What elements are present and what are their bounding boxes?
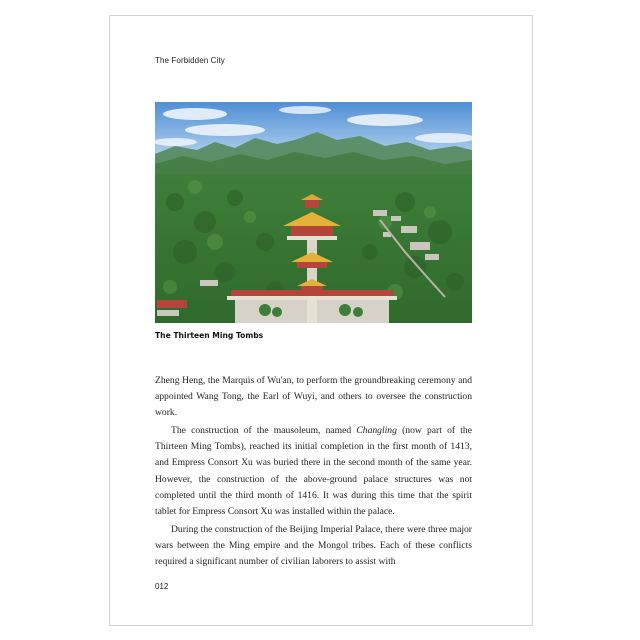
paragraph-1: Zheng Heng, the Marquis of Wu'an, to perform the groundbreaking ceremony and appointed Wang Tong, the Earl of Wuyi, and others to oversee the construction work. <box>155 375 472 419</box>
figure-caption: The Thirteen Ming Tombs <box>155 331 264 340</box>
aerial-photo-illustration <box>155 102 472 323</box>
changling-term: Changling <box>356 425 397 437</box>
paragraph-3: During the construction of the Beijing Imperial Palace, there were three major wars between the Ming empire and the Mongol tribes. Each of these conflicts required a significant number of civilian laborers to assist with <box>155 523 472 568</box>
page-number: 012 <box>155 582 169 591</box>
paragraph-2-start: The construction of the mausoleum, named <box>171 425 357 437</box>
paragraph-2 <box>155 423 472 520</box>
book-page <box>109 15 533 626</box>
ming-tombs-photo <box>155 102 472 323</box>
paragraph-2-rest: (now part of the Thirteen Ming Tombs), reached its initial completion in the first month of 1413, and Empress Consort Xu was buried there in the second month of the same year. However, the construction of the above-ground palace structures was not completed until the third month of 1416. It was during this time that the spirit tablet for Empress Consort Xu was installed within the palace. <box>155 425 472 517</box>
running-head: The Forbidden City <box>155 56 225 65</box>
body-text <box>155 373 472 570</box>
